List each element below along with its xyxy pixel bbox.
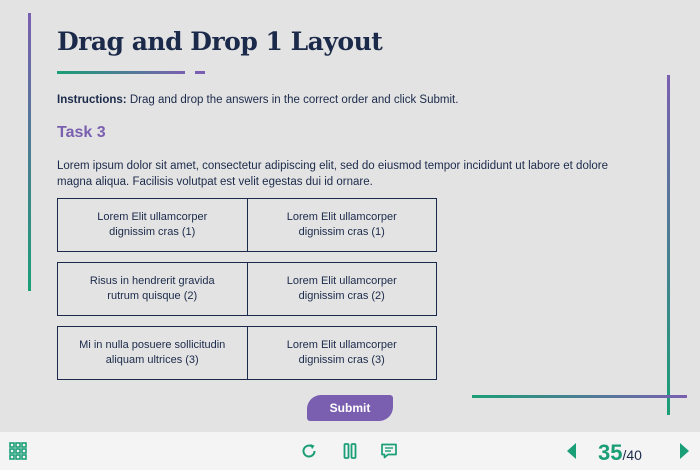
next-icon[interactable] (676, 442, 692, 460)
drag-drop-area (57, 198, 437, 390)
drag-drop-row (57, 198, 437, 252)
comment-icon[interactable] (380, 442, 398, 460)
decorative-line-left (28, 13, 31, 291)
previous-icon[interactable] (564, 442, 580, 460)
navigation-bar (0, 432, 700, 470)
drag-item[interactable] (58, 327, 247, 379)
drag-item-line: Risus in hendrerit gravida (89, 275, 215, 287)
drop-target[interactable] (247, 327, 437, 379)
replay-icon[interactable] (300, 442, 318, 460)
drag-item-line: rutrum quisque (2) (107, 290, 198, 302)
decorative-line-right (667, 75, 670, 415)
drag-item-line: aliquam ultrices (3) (105, 354, 199, 366)
drop-target[interactable] (247, 199, 437, 251)
task-title: Task 3 (57, 124, 106, 141)
drag-drop-row (57, 326, 437, 380)
drop-target-line: Lorem Elit ullamcorper (286, 275, 397, 287)
instructions-text: Drag and drop the answers in the correct order and click Submit. (126, 94, 459, 106)
drop-target-line: dignissim cras (1) (298, 226, 385, 238)
drag-item-line: dignissim cras (1) (109, 226, 196, 238)
drop-target[interactable] (247, 263, 437, 315)
current-page: 35 (598, 440, 623, 465)
drag-item[interactable] (58, 263, 247, 315)
pause-icon[interactable] (341, 442, 359, 460)
decorative-line-bottom (472, 395, 687, 398)
drag-item-line: Mi in nulla posuere sollicitudin (79, 339, 226, 351)
drag-item[interactable] (58, 199, 247, 251)
title-underline (57, 71, 185, 74)
title-dash (195, 71, 205, 74)
submit-button[interactable]: Submit (307, 395, 393, 421)
page-title: Drag and Drop 1 Layout (57, 27, 383, 56)
drag-item-line: Lorem Elit ullamcorper (97, 211, 208, 223)
page-counter (598, 440, 642, 466)
drag-drop-row (57, 262, 437, 316)
menu-grid-icon[interactable] (9, 442, 27, 460)
drop-target-line: Lorem Elit ullamcorper (286, 339, 397, 351)
total-pages: /40 (622, 447, 642, 463)
drop-target-line: Lorem Elit ullamcorper (286, 211, 397, 223)
drop-target-line: dignissim cras (2) (298, 290, 385, 302)
drop-target-line: dignissim cras (3) (298, 354, 385, 366)
task-description: Lorem ipsum dolor sit amet, consectetur adipiscing elit, sed do eiusmod tempor incididunt ut labore et dolore magna aliqua. Facilisis volutpat est velit egestas dui id ornare. (57, 160, 609, 188)
instructions (57, 94, 458, 106)
instructions-label: Instructions: (57, 94, 127, 106)
